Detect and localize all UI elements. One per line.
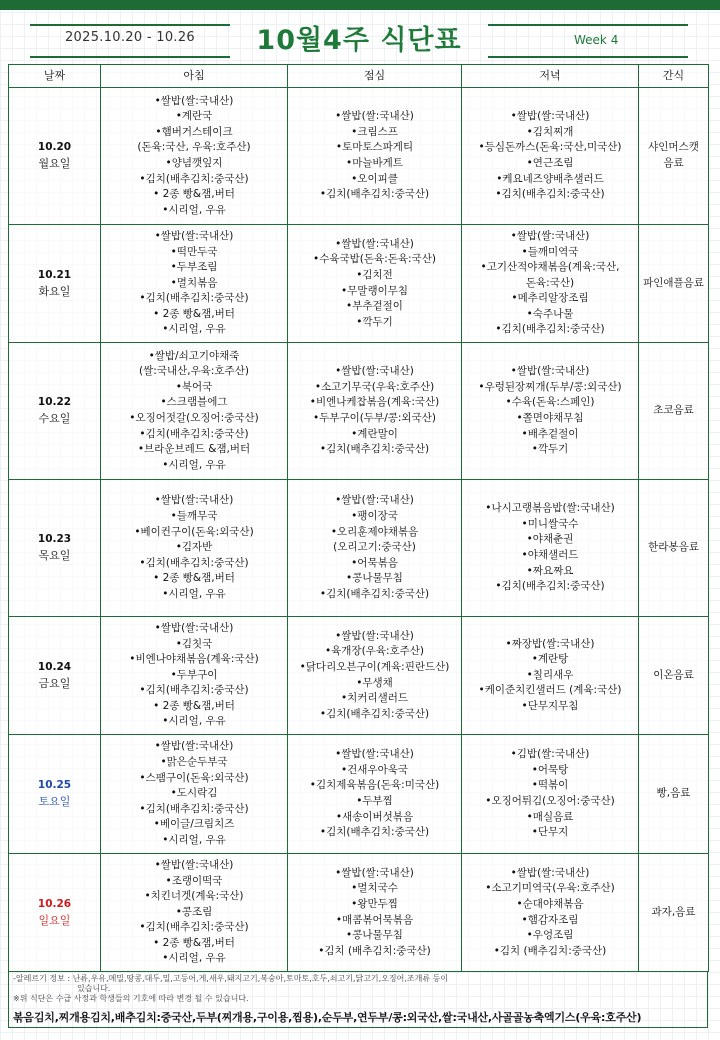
menu-item: •멸치국수 (351, 882, 398, 895)
menu-item: •멸치볶음 (170, 276, 218, 289)
menu-item: •콩나물무침 (346, 929, 403, 942)
lunch-cell (288, 735, 462, 854)
menu-item: •김치(배추김치:중국산) (495, 188, 605, 201)
menu-item: •김치(배추김치:중국산) (319, 188, 430, 201)
snack-cell: 초코음료 (639, 343, 709, 480)
lunch-cell (288, 225, 462, 343)
menu-item: •김치전 (356, 268, 393, 281)
table-row (9, 225, 709, 343)
menu-item: •베이컨구이(돈육:외국산) (134, 525, 254, 538)
table-row (9, 854, 709, 972)
lunch-cell (288, 617, 462, 735)
menu-item: •쌀밥(쌀:국내산) (335, 629, 414, 642)
day-date: 10.23 (37, 533, 72, 546)
menu-item: •김치(배추김치:중국산) (139, 172, 249, 185)
menu-item: • 2종 빵&잼,버터 (153, 188, 235, 201)
snack-cell: 파인애플음료 (639, 225, 709, 343)
menu-item: •콩조림 (175, 905, 213, 918)
menu-item: •두부구이(두부/콩:외국산) (313, 412, 436, 424)
dinner-cell (462, 343, 639, 480)
menu-item: •우렁된장찌개(두부/콩:외국산) (478, 380, 622, 393)
menu-item: •김밥(쌀:국내산) (510, 748, 590, 761)
menu-item: •브라운브레드 &잼,버터 (137, 443, 251, 456)
menu-item: •계란탕 (531, 653, 569, 666)
menu-item: •김치 (배추김치:중국산) (318, 944, 431, 957)
page-title: 10월4주 식단표 (256, 25, 462, 56)
menu-item: • 2종 빵&잼,버터 (153, 572, 235, 585)
menu-item: •김치(배추김치:중국산) (319, 707, 430, 720)
change-note: ※위 식단은 수급 사정과 학생들의 기호에 따라 변경 될 수 있습니다. (13, 994, 249, 1003)
menu-item: •쌀밥(쌀:국내산) (335, 237, 414, 250)
menu-item: •어묵볶음 (351, 556, 398, 569)
menu-item: •닭다리오븐구이(계육:핀란드산) (299, 660, 450, 673)
menu-item: •새송이버섯볶음 (335, 810, 414, 823)
menu-item: •비엔나야채볶음(계육:국산) (129, 653, 259, 666)
header-rule-right-top (488, 24, 688, 26)
breakfast-cell (101, 617, 288, 735)
menu-item: •등심돈까스(돈육:국산,미국산) (478, 141, 622, 154)
menu-item: •단무지 (531, 826, 569, 839)
menu-item: •매콤볶어묵볶음 (335, 913, 414, 926)
menu-item: •시리얼, 우유 (162, 203, 226, 216)
menu-item: •김치(배추김치:중국산) (139, 427, 249, 440)
column-header-lunch: 점심 (288, 65, 462, 88)
menu-item: •김치찌개 (526, 125, 574, 138)
menu-item: •김치(배추김치:중국산) (319, 587, 430, 600)
header-rule-right-bottom (488, 56, 688, 58)
day-weekday: 금요일 (38, 676, 71, 690)
menu-item: •깍두기 (356, 315, 393, 328)
menu-item: •우엉조림 (526, 929, 574, 942)
menu-item: •시리얼, 우유 (162, 458, 226, 471)
menu-item: •짜장밥(쌀:국내산) (505, 637, 595, 650)
menu-item: •떡볶이 (531, 779, 569, 792)
dinner-cell (462, 88, 639, 225)
menu-body (9, 88, 709, 972)
day-cell (9, 343, 101, 480)
menu-item: •쫄면야채무침 (516, 412, 584, 424)
menu-item: •쌀밥(쌀:국내산) (154, 740, 234, 753)
menu-item: •비엔나케찹볶음(계육:국산) (309, 396, 440, 409)
breakfast-cell (101, 225, 288, 343)
menu-item: •쌀밥(쌀:국내산) (154, 494, 234, 507)
menu-item: •부추겉절이 (346, 300, 403, 313)
day-date: 10.20 (37, 141, 72, 154)
day-date: 10.26 (37, 897, 72, 910)
menu-item: •치킨너겟(계육:국산) (144, 890, 244, 903)
menu-item: •계란말이 (351, 427, 398, 440)
menu-item: •소고기미역국(우육:호주산) (485, 882, 615, 895)
menu-item: •연근조림 (526, 157, 574, 169)
day-weekday: 월요일 (38, 157, 71, 170)
menu-item: •김치(배추김치:중국산) (139, 556, 249, 569)
menu-item: •오이피클 (351, 172, 398, 185)
menu-item: •베이글/크림치즈 (153, 818, 235, 831)
menu-item: •무말랭이무침 (340, 284, 409, 297)
menu-item: •깍두기 (531, 443, 569, 456)
menu-item: •김치(배추김치:중국산) (319, 826, 430, 839)
menu-item: •쌀밥(쌀:국내산) (510, 365, 590, 378)
breakfast-cell (101, 735, 288, 854)
menu-item: •어묵탕 (531, 763, 569, 776)
menu-item: •쌀밥(쌀:국내산) (510, 866, 590, 879)
dinner-cell (462, 617, 639, 735)
breakfast-cell (101, 480, 288, 617)
menu-item: •김자반 (175, 541, 213, 554)
menu-item: •쌀밥(쌀:국내산) (154, 858, 234, 871)
menu-item: •고기산적야채볶음(계육:국산, (480, 261, 620, 274)
breakfast-cell (101, 88, 288, 225)
lunch-cell (288, 343, 462, 480)
menu-item: •쌀밥(쌀:국내산) (154, 229, 234, 242)
menu-item: •단무지무침 (521, 699, 579, 712)
day-cell (9, 225, 101, 343)
day-date: 10.21 (37, 268, 72, 281)
menu-item: •햄감자조림 (521, 913, 579, 926)
table-row (9, 617, 709, 735)
header-rule-left-top (30, 24, 230, 26)
menu-item: •쌀밥(쌀:국내산) (154, 621, 234, 634)
menu-item: •야채샐러드 (521, 549, 579, 561)
table-row (9, 735, 709, 854)
menu-item: •순대야채볶음 (516, 897, 584, 910)
menu-item: •무생채 (356, 676, 393, 689)
menu-item: •시리얼, 우유 (162, 833, 226, 846)
menu-item: •팽이장국 (351, 510, 398, 523)
menu-item: •김칫국 (175, 637, 213, 650)
snack-cell: 이온음료 (639, 617, 709, 735)
day-cell (9, 480, 101, 617)
menu-item: •케이준치킨샐러드 (계육:국산) (478, 684, 622, 697)
dinner-cell (462, 735, 639, 854)
day-cell (9, 854, 101, 972)
week-label: Week 4 (574, 33, 619, 47)
snack-cell: 과자,음료 (639, 854, 709, 972)
menu-table (8, 64, 709, 972)
day-weekday: 토요일 (38, 795, 71, 808)
menu-item: •들깨무국 (170, 510, 218, 523)
menu-item: •김치(배추김치:중국산) (139, 292, 249, 305)
dinner-cell (462, 854, 639, 972)
menu-item: •두부조림 (170, 261, 218, 274)
menu-item: • 2종 빵&잼,버터 (153, 936, 235, 949)
menu-item: •토마토스파게티 (335, 141, 414, 154)
menu-item: •스팸구이(돈육:외국산) (139, 771, 249, 784)
menu-item: •맑은순두부국 (160, 756, 228, 769)
menu-item: •김치 (배추김치:중국산) (493, 944, 607, 957)
allergy-note: -알레르기 정보 : 난류,우유,메밀,땅콩,대두,밀,고등어,게,새우,돼지고기,복숭아,토마토,호두,쇠고기,닭고기,오징어,조개류 등이 (13, 974, 449, 983)
column-header-date: 날짜 (9, 65, 101, 88)
menu-item: •왕만두찜 (351, 897, 398, 910)
menu-item: •오징어튀김(오징어:중국산) (485, 795, 615, 807)
snack-cell: 한라봉음료 (639, 480, 709, 617)
menu-item: •두부찜 (356, 795, 393, 807)
menu-item: •시리얼, 우유 (162, 587, 226, 600)
menu-item: •들깨미역국 (521, 245, 579, 258)
menu-item: •소고기무국(우육:호주산) (314, 380, 435, 393)
table-row (9, 480, 709, 617)
menu-item: •쌀밥(쌀:국내산) (335, 365, 414, 378)
date-range: 2025.10.20 - 10.26 (64, 30, 195, 45)
menu-item: •떡만두국 (170, 245, 218, 258)
menu-item: •야채춘권 (526, 533, 574, 546)
menu-item: •쌀밥(쌀:국내산) (154, 94, 234, 107)
day-cell (9, 617, 101, 735)
menu-item: •메추리알장조림 (511, 292, 589, 305)
menu-item: •미니쌀국수 (521, 517, 579, 530)
menu-item: •나시고랭볶음밥(쌀:국내산) (485, 502, 615, 515)
allergy-note-continued: 있습니다. (77, 984, 111, 993)
menu-item: •마늘바게트 (346, 157, 403, 169)
menu-item: •김치(배추김치:중국산) (139, 921, 249, 934)
column-header-dinner: 저녁 (462, 65, 639, 88)
menu-item: •숙주나물 (526, 307, 574, 320)
table-row (9, 343, 709, 480)
menu-item: •칠리새우 (526, 668, 574, 681)
day-cell (9, 735, 101, 854)
day-date: 10.24 (37, 660, 72, 673)
day-weekday: 일요일 (38, 913, 71, 927)
menu-item: (쌀:국내산,우육:호주산) (139, 365, 249, 378)
menu-item: •김치(배추김치:중국산) (319, 443, 430, 456)
menu-item: • 2종 빵&잼,버터 (153, 699, 235, 712)
menu-item: 돈육:국산) (525, 276, 575, 289)
menu-item: •수육(돈육:스페인) (505, 396, 595, 409)
breakfast-cell (101, 343, 288, 480)
table-header-row (9, 65, 709, 88)
menu-item: •시리얼, 우유 (162, 323, 226, 336)
menu-item: •쌀밥(쌀:국내산) (510, 229, 590, 242)
header (0, 10, 720, 64)
top-green-bar (0, 0, 720, 10)
breakfast-cell (101, 854, 288, 972)
snack-cell: 빵,음료 (639, 735, 709, 854)
menu-item: •김치(배추김치:중국산) (139, 684, 249, 697)
menu-item: •햄버거스테이크 (155, 125, 233, 138)
menu-item: •양념깻잎지 (165, 157, 223, 169)
menu-item: •김치(배추김치:중국산) (495, 323, 605, 336)
menu-item: •김치제육볶음(돈육:미국산) (309, 779, 440, 792)
menu-item: •육개장(우육:호주산) (324, 645, 425, 658)
menu-item: (돈육:국산, 우육:호주산) (137, 141, 251, 154)
menu-item: •짜요짜요 (526, 564, 574, 577)
menu-item: • 2종 빵&잼,버터 (153, 307, 235, 320)
menu-item: •오리훈제야채볶음 (330, 525, 419, 538)
lunch-cell (288, 480, 462, 617)
snack-cell: 샤인머스캣 음료 (639, 88, 709, 225)
day-weekday: 목요일 (38, 549, 71, 562)
menu-item: •오징어젓갈(오징어:중국산) (129, 412, 259, 424)
day-cell (9, 88, 101, 225)
menu-item: •쌀밥(쌀:국내산) (335, 748, 414, 761)
day-date: 10.25 (37, 779, 72, 792)
menu-item: •건새우아욱국 (340, 763, 409, 776)
menu-item: •크림스프 (351, 125, 398, 138)
menu-item: •쌀밥(쌀:국내산) (335, 110, 414, 123)
menu-item: (오리고기:중국산) (333, 541, 416, 554)
dinner-cell (462, 225, 639, 343)
menu-item: •치커리샐러드 (340, 692, 409, 705)
menu-item: •쌀밥(쌀:국내산) (510, 110, 590, 123)
menu-item: •매실음료 (526, 810, 574, 823)
menu-item: •수육국밥(돈육:돈육:국산) (313, 253, 436, 266)
lunch-cell (288, 854, 462, 972)
menu-item: •쌀밥/쇠고기야채죽 (148, 349, 240, 362)
column-header-snack: 간식 (639, 65, 709, 88)
menu-item: •쌀밥(쌀:국내산) (335, 866, 414, 879)
menu-item: •두부구이 (170, 668, 218, 681)
column-header-breakfast: 아침 (101, 65, 288, 88)
menu-item: •쌀밥(쌀:국내산) (335, 494, 414, 507)
table-row (9, 88, 709, 225)
menu-item: •김치(배추김치:중국산) (495, 580, 605, 593)
day-weekday: 화요일 (38, 284, 71, 298)
menu-item: •북어국 (175, 380, 213, 393)
menu-item: •조랭이떡국 (165, 874, 223, 887)
header-rule-left-bottom (30, 56, 230, 58)
day-weekday: 수요일 (38, 412, 71, 425)
origin-info: 볶음김치,찌개용김치,배추김치:중국산,두부(찌개용,구이용,찜용),순두부,연두부/콩:외국산,쌀:국내산,사골골농축엑기스(우육:호주산) (13, 1011, 642, 1024)
day-date: 10.22 (37, 396, 72, 409)
menu-item: •배추겉절이 (521, 427, 579, 440)
lunch-cell (288, 88, 462, 225)
menu-item: •계란국 (175, 110, 213, 123)
menu-item: •시리얼, 우유 (162, 715, 226, 728)
menu-item: •케요네즈양배추샐러드 (496, 172, 604, 185)
menu-item: •콩나물무침 (346, 572, 403, 585)
footer-notes (8, 971, 708, 1028)
menu-item: •김치(배추김치:중국산) (139, 802, 249, 815)
menu-item: •스크램블에그 (160, 396, 228, 409)
dinner-cell (462, 480, 639, 617)
menu-item: •시리얼, 우유 (162, 952, 226, 965)
menu-item: •도시락김 (170, 787, 218, 800)
